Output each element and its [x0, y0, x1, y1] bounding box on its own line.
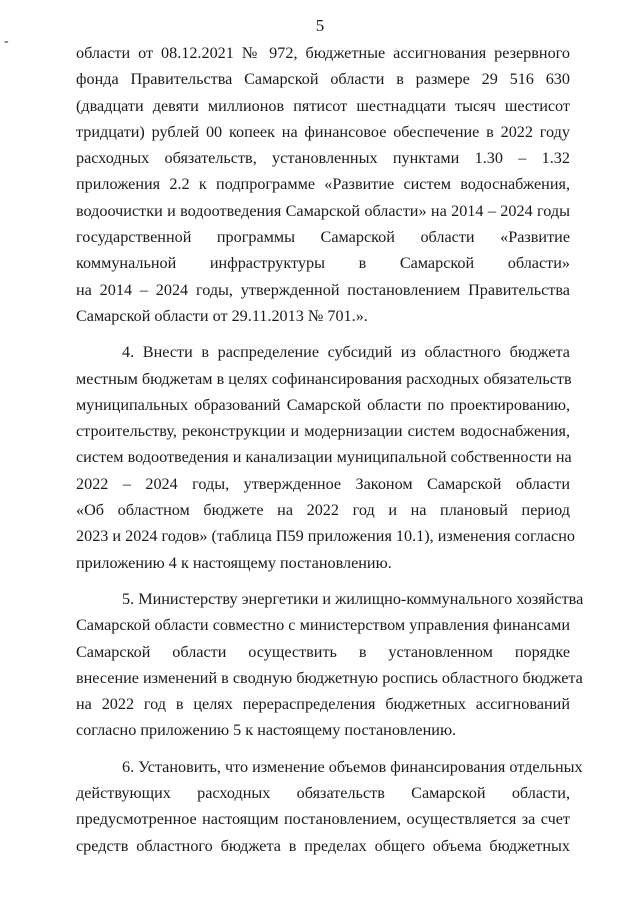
text-line: 5. Министерству энергетики и жилищно-коммунального хозяйства [122, 589, 584, 608]
text-line: тридцати) рублей 00 копеек на финансовое обеспечение в 2022 году [76, 122, 570, 141]
text-line: на 2014 – 2024 годы, утвержденной постановлением Правительства [76, 280, 570, 299]
text-line: расходных обязательств, установленных пунктами 1.30 – 1.32 [76, 149, 570, 168]
text-line: «Об областном бюджете на 2022 год и на плановый период [76, 501, 570, 520]
document-body [76, 40, 584, 859]
text-line: водоочистки и водоотведения Самарской области» на 2014 – 2024 годы [76, 201, 570, 220]
text-line: местным бюджетам в целях софинансирования расходных обязательств [76, 369, 572, 388]
text-line: приложению 4 к настоящему постановлению. [76, 553, 392, 572]
text-line: согласно приложению 5 к настоящему постановлению. [76, 721, 457, 740]
text-line: 4. Внести в распределение субсидий из областного бюджета [122, 343, 570, 362]
text-line: строительству, реконструкции и модернизации систем водоснабжения, [76, 422, 570, 441]
text-line: 2023 и 2024 годов» (таблица П59 приложения 10.1), изменения согласно [76, 527, 575, 546]
text-line: Самарской области от 29.11.2013 № 701.». [76, 306, 368, 325]
text-line: коммунальной инфраструктуры в Самарской области» [76, 254, 570, 273]
text-line: фонда Правительства Самарской области в размере 29 516 630 [76, 70, 570, 89]
text-line: области от 08.12.2021 № 972, бюджетные ассигнования резервного [76, 44, 570, 62]
text-line: средств областного бюджета в пределах общего объема бюджетных [76, 836, 570, 855]
text-line: предусмотренное настоящим постановлением, осуществляется за счет [76, 810, 570, 829]
text-line: Самарской области совместно с министерством управления финансами [76, 616, 570, 635]
text-line: Самарской области осуществить в установленном порядке [76, 642, 570, 661]
text-line: муниципальных образований Самарской области по проектированию, [76, 395, 570, 414]
paragraph-item-6 [76, 754, 583, 859]
margin-mark: - [4, 34, 9, 49]
paragraph-continuation [76, 40, 570, 329]
text-line: действующих расходных обязательств Самарской области, [76, 784, 570, 803]
text-line: приложения 2.2 к подпрограмме «Развитие систем водоснабжения, [76, 175, 570, 194]
text-line: 2022 – 2024 годы, утвержденное Законом Самарской области [76, 474, 570, 493]
text-line: (двадцати девяти миллионов пятисот шестнадцати тысяч шестисот [76, 96, 570, 115]
paragraph-item-4 [76, 339, 575, 576]
paragraph-item-5 [76, 586, 584, 744]
text-line: систем водоотведения и канализации муниципальной собственности на [76, 448, 572, 467]
text-line: государственной программы Самарской области «Развитие [76, 228, 570, 247]
text-line: внесение изменений в сводную бюджетную роспись областного бюджета [76, 668, 583, 687]
page-number: 5 [315, 16, 325, 35]
text-line: на 2022 год в целях перераспределения бюджетных ассигнований [76, 695, 570, 714]
text-line: 6. Установить, что изменение объемов финансирования отдельных [122, 757, 583, 776]
